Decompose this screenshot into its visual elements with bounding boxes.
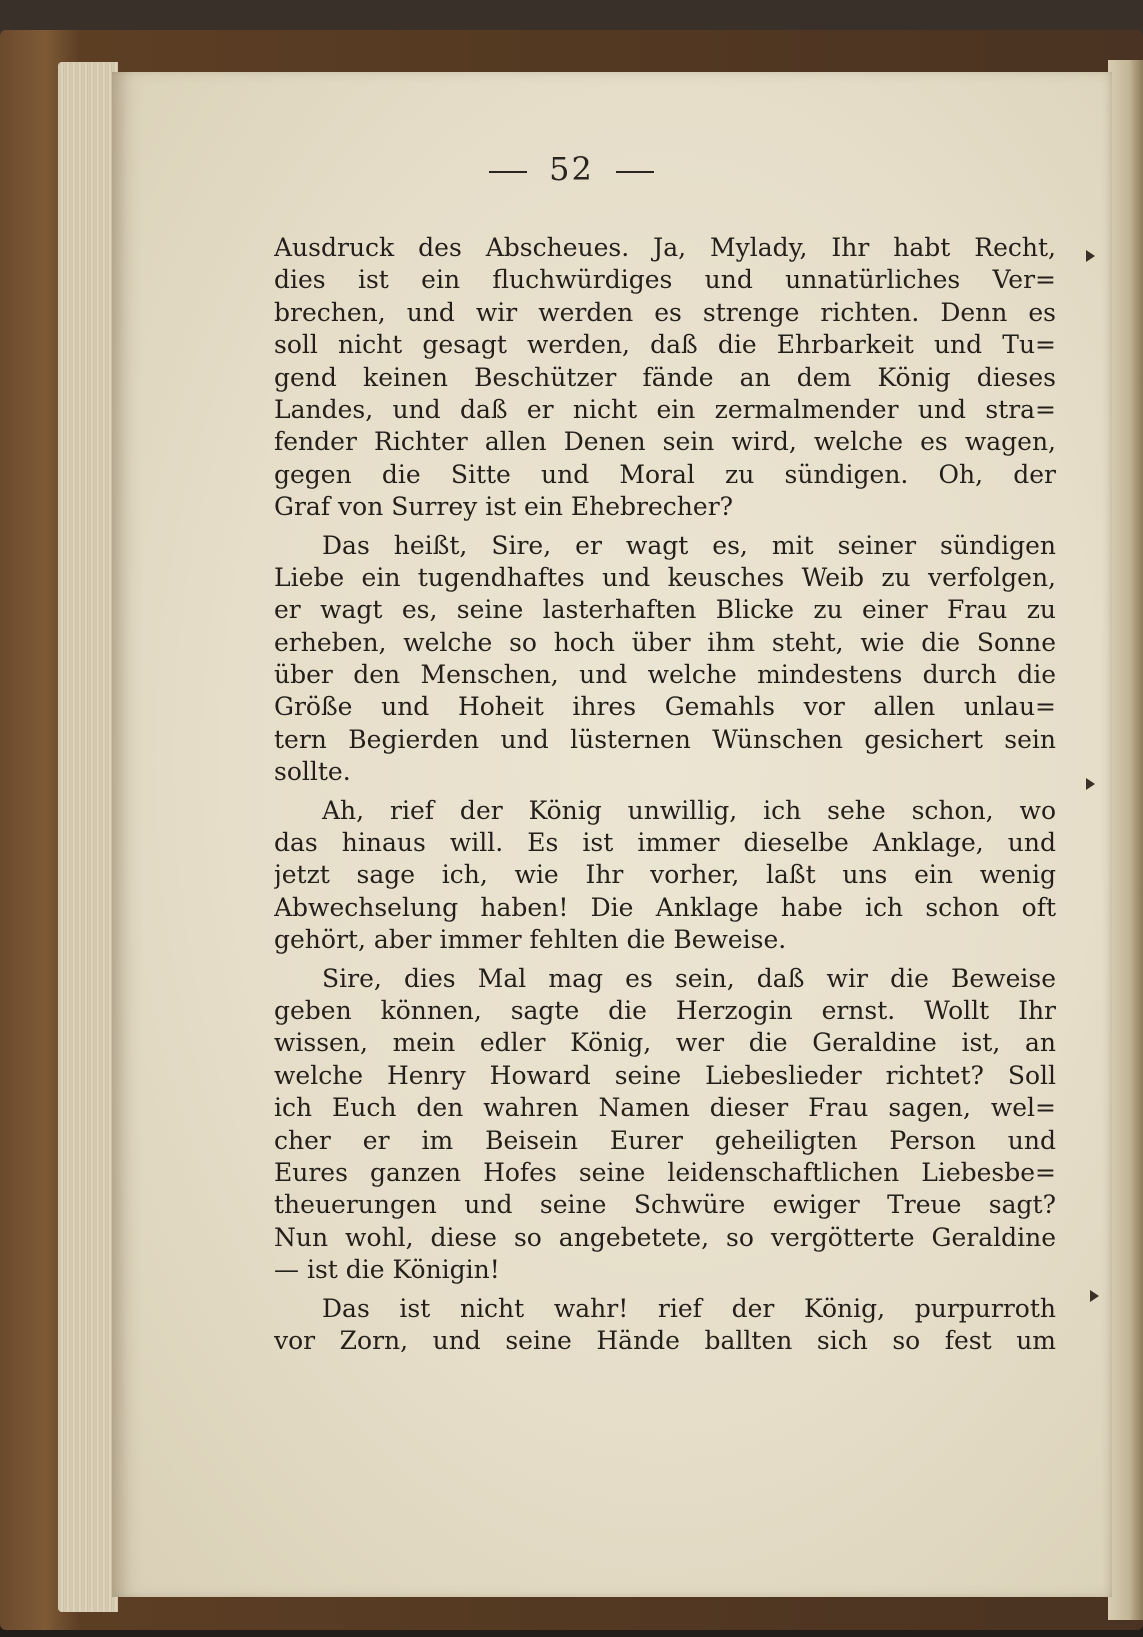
page-number: 52	[549, 150, 594, 188]
text-line: — ist die Königin!	[274, 1255, 500, 1285]
margin-mark	[1086, 250, 1095, 262]
text-line: Ah, rief der König unwillig, ich sehe schon, wo	[322, 795, 1056, 825]
margin-mark	[1086, 778, 1095, 790]
text-line: Das ist nicht wahr! rief der König, purpurroth	[322, 1293, 1056, 1323]
text-line: Landes, und daß er nicht ein zermalmender und stra=	[274, 394, 1056, 424]
text-line: gend keinen Beschützer fände an dem König dieses	[274, 362, 1056, 392]
text-line: theuerungen und seine Schwüre ewiger Treue sagt?	[274, 1190, 1056, 1220]
text-line: Größe und Hoheit ihres Gemahls vor allen unlau=	[274, 692, 1056, 722]
text-line: brechen, und wir werden es strenge richten. Denn es	[274, 297, 1056, 327]
text-line: vor Zorn, und seine Hände ballten sich so fest um	[274, 1325, 1056, 1355]
text-line: sollte.	[274, 757, 351, 787]
margin-mark	[1090, 1290, 1099, 1302]
text-line: ich Euch den wahren Namen dieser Frau sagen, wel=	[274, 1093, 1056, 1123]
text-line: cher er im Beisein Eurer geheiligten Person und	[274, 1125, 1056, 1155]
text-line: Liebe ein tugendhaftes und keusches Weib zu verfolgen,	[274, 562, 1056, 592]
text-line: dies ist ein fluchwürdiges und unnatürliches Ver=	[274, 265, 1056, 295]
text-line: soll nicht gesagt werden, daß die Ehrbarkeit und Tu=	[274, 330, 1056, 360]
page-header	[0, 150, 1143, 188]
text-line: jetzt sage ich, wie Ihr vorher, laßt uns ein wenig	[274, 860, 1056, 890]
text-line: Ausdruck des Abscheues. Ja, Mylady, Ihr habt Recht,	[274, 233, 1056, 262]
text-line: Das heißt, Sire, er wagt es, mit seiner sündigen	[322, 530, 1056, 560]
text-line: fender Richter allen Denen sein wird, welche es wagen,	[274, 427, 1056, 457]
text-line: tern Begierden und lüsternen Wünschen gesichert sein	[274, 724, 1056, 754]
text-line: gegen die Sitte und Moral zu sündigen. Oh, der	[274, 459, 1056, 489]
text-line: Abwechselung haben! Die Anklage habe ich schon oft	[274, 892, 1056, 922]
facing-page-edge	[1108, 60, 1143, 1620]
text-line: er wagt es, seine lasterhaften Blicke zu einer Frau zu	[274, 595, 1056, 625]
header-dash-left	[489, 171, 527, 173]
text-line: das hinaus will. Es ist immer dieselbe Anklage, und	[274, 828, 1056, 858]
text-line: welche Henry Howard seine Liebeslieder richtet? Soll	[274, 1060, 1056, 1090]
page-edges	[58, 62, 118, 1612]
text-line: Eures ganzen Hofes seine leidenschaftlichen Liebesbe=	[274, 1157, 1056, 1187]
header-dash-right	[616, 171, 654, 173]
page-body-text	[274, 232, 1056, 1357]
text-line: gehört, aber immer fehlten die Beweise.	[274, 925, 787, 955]
text-line: Sire, dies Mal mag es sein, daß wir die Beweise	[322, 963, 1056, 993]
text-line: Graf von Surrey ist ein Ehebrecher?	[274, 492, 734, 522]
text-line: über den Menschen, und welche mindestens durch die	[274, 660, 1056, 690]
text-line: Nun wohl, diese so angebetete, so vergötterte Geraldine	[274, 1222, 1056, 1252]
text-line: geben können, sagte die Herzogin ernst. Wollt Ihr	[274, 995, 1056, 1025]
text-line: wissen, mein edler König, wer die Geraldine ist, an	[274, 1028, 1056, 1058]
text-line: erheben, welche so hoch über ihm steht, wie die Sonne	[274, 627, 1056, 657]
